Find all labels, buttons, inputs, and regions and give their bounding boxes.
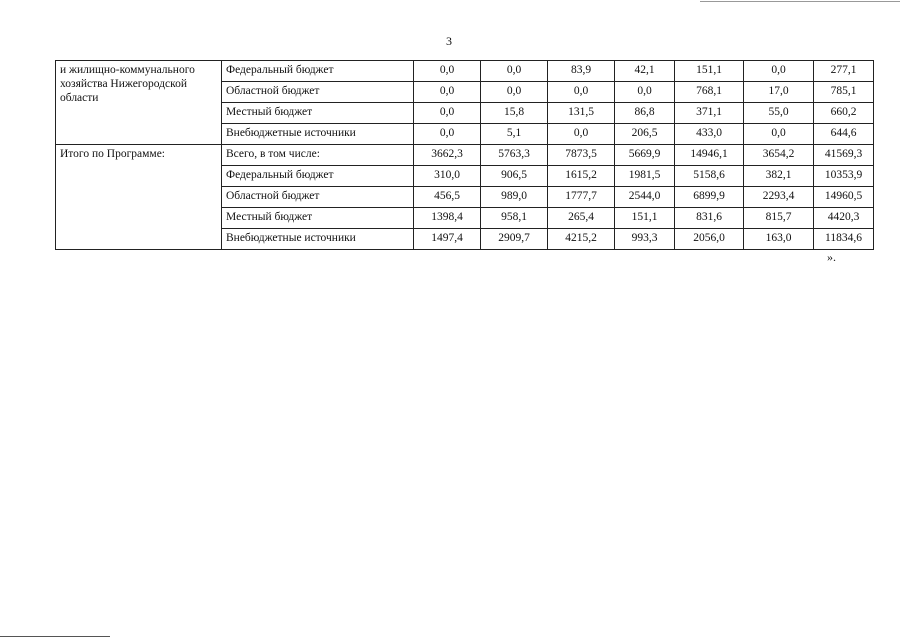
source-cell: Федеральный бюджет xyxy=(222,61,414,82)
value-cell: 310,0 xyxy=(414,166,481,187)
closing-quote-mark: ». xyxy=(827,250,836,264)
value-cell: 0,0 xyxy=(615,82,675,103)
value-cell: 906,5 xyxy=(481,166,548,187)
value-cell: 456,5 xyxy=(414,187,481,208)
value-cell: 3654,2 xyxy=(744,145,814,166)
total-cell: 41569,3 xyxy=(814,145,874,166)
value-cell: 768,1 xyxy=(675,82,744,103)
value-cell: 433,0 xyxy=(675,124,744,145)
value-cell: 14946,1 xyxy=(675,145,744,166)
value-cell: 6899,9 xyxy=(675,187,744,208)
total-cell: 277,1 xyxy=(814,61,874,82)
value-cell: 151,1 xyxy=(615,208,675,229)
value-cell: 163,0 xyxy=(744,229,814,250)
value-cell: 0,0 xyxy=(414,124,481,145)
value-cell: 958,1 xyxy=(481,208,548,229)
value-cell: 5763,3 xyxy=(481,145,548,166)
value-cell: 5669,9 xyxy=(615,145,675,166)
value-cell: 993,3 xyxy=(615,229,675,250)
value-cell: 151,1 xyxy=(675,61,744,82)
value-cell: 4215,2 xyxy=(548,229,615,250)
value-cell: 1615,2 xyxy=(548,166,615,187)
value-cell: 815,7 xyxy=(744,208,814,229)
group-label: Итого по Программе: xyxy=(56,145,222,250)
total-cell: 644,6 xyxy=(814,124,874,145)
value-cell: 3662,3 xyxy=(414,145,481,166)
total-cell: 660,2 xyxy=(814,103,874,124)
source-cell: Внебюджетные источники xyxy=(222,124,414,145)
value-cell: 86,8 xyxy=(615,103,675,124)
value-cell: 2544,0 xyxy=(615,187,675,208)
value-cell: 7873,5 xyxy=(548,145,615,166)
total-cell: 785,1 xyxy=(814,82,874,103)
value-cell: 989,0 xyxy=(481,187,548,208)
total-cell: 11834,6 xyxy=(814,229,874,250)
total-cell: 14960,5 xyxy=(814,187,874,208)
value-cell: 42,1 xyxy=(615,61,675,82)
value-cell: 0,0 xyxy=(414,103,481,124)
source-cell: Областной бюджет xyxy=(222,187,414,208)
value-cell: 0,0 xyxy=(548,82,615,103)
page-number: 3 xyxy=(446,34,452,48)
table-row xyxy=(56,61,874,82)
source-cell: Местный бюджет xyxy=(222,208,414,229)
scan-artifact xyxy=(0,636,110,637)
source-cell: Местный бюджет xyxy=(222,103,414,124)
value-cell: 1981,5 xyxy=(615,166,675,187)
value-cell: 2293,4 xyxy=(744,187,814,208)
source-cell: Областной бюджет xyxy=(222,82,414,103)
value-cell: 15,8 xyxy=(481,103,548,124)
budget-table xyxy=(55,60,874,250)
table-row xyxy=(56,145,874,166)
value-cell: 0,0 xyxy=(414,61,481,82)
total-cell: 4420,3 xyxy=(814,208,874,229)
value-cell: 0,0 xyxy=(744,124,814,145)
value-cell: 131,5 xyxy=(548,103,615,124)
value-cell: 1398,4 xyxy=(414,208,481,229)
value-cell: 2056,0 xyxy=(675,229,744,250)
value-cell: 0,0 xyxy=(481,82,548,103)
source-cell: Федеральный бюджет xyxy=(222,166,414,187)
value-cell: 0,0 xyxy=(481,61,548,82)
total-cell: 10353,9 xyxy=(814,166,874,187)
group-label: и жилищно-коммунального хозяйства Нижегородской области xyxy=(56,61,222,145)
value-cell: 371,1 xyxy=(675,103,744,124)
value-cell: 265,4 xyxy=(548,208,615,229)
value-cell: 0,0 xyxy=(548,124,615,145)
value-cell: 2909,7 xyxy=(481,229,548,250)
value-cell: 382,1 xyxy=(744,166,814,187)
value-cell: 831,6 xyxy=(675,208,744,229)
value-cell: 206,5 xyxy=(615,124,675,145)
value-cell: 5158,6 xyxy=(675,166,744,187)
value-cell: 1497,4 xyxy=(414,229,481,250)
source-cell: Всего, в том числе: xyxy=(222,145,414,166)
value-cell: 1777,7 xyxy=(548,187,615,208)
value-cell: 83,9 xyxy=(548,61,615,82)
value-cell: 55,0 xyxy=(744,103,814,124)
scan-artifact xyxy=(700,1,900,2)
value-cell: 0,0 xyxy=(414,82,481,103)
value-cell: 0,0 xyxy=(744,61,814,82)
source-cell: Внебюджетные источники xyxy=(222,229,414,250)
value-cell: 17,0 xyxy=(744,82,814,103)
value-cell: 5,1 xyxy=(481,124,548,145)
